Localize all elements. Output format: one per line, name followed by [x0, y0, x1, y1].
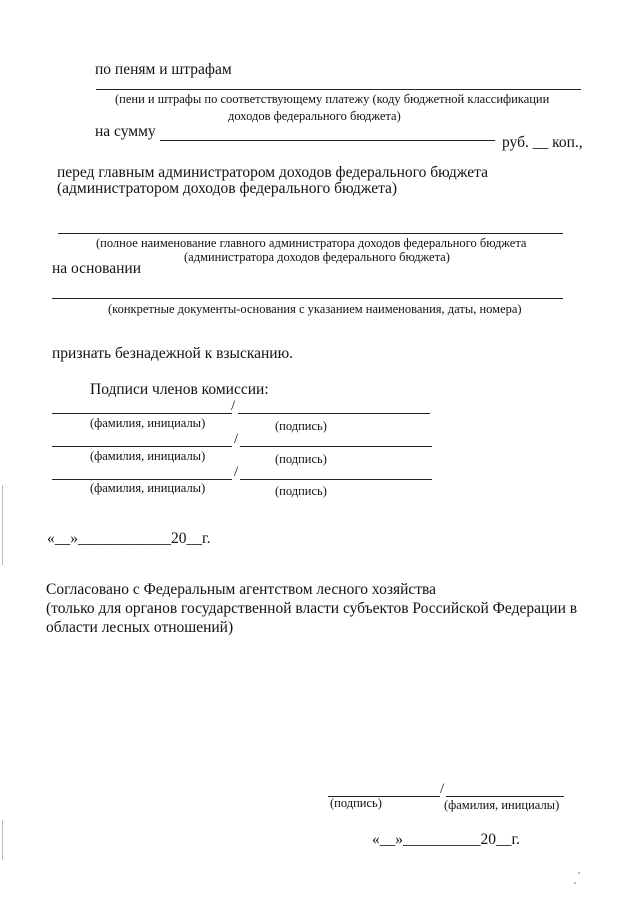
basis-hint: (конкретные документы-основания с указанием наименования, даты, номера) — [108, 302, 522, 316]
basis-label: на основании — [52, 260, 141, 277]
signature-name-line — [52, 446, 232, 447]
signature-sign-hint: (подпись) — [275, 419, 327, 433]
sum-label: на сумму — [95, 123, 156, 140]
hopeless-decision: признать безнадежной к взысканию. — [52, 345, 294, 362]
signature-sign-hint: (подпись) — [275, 452, 327, 466]
agreed-sign-hint: (подпись) — [330, 796, 382, 810]
admin-hint-2: (администратора доходов федерального бюджета) — [184, 250, 450, 264]
penalties-blank-line — [96, 89, 581, 90]
signature-sign-line — [238, 413, 430, 414]
signature-separator: / — [234, 431, 239, 447]
scan-artifact — [2, 820, 3, 860]
signature-separator: / — [234, 464, 239, 480]
admin-line-1: перед главным администратором доходов федерального бюджета — [57, 164, 489, 181]
signature-name-hint: (фамилия, инициалы) — [90, 449, 206, 463]
agreed-name-line — [446, 796, 564, 797]
agreed-line-3: области лесных отношений) — [46, 619, 234, 636]
penalties-label: по пеням и штрафам — [95, 61, 232, 78]
date-field-2: «__»__________20__г. — [372, 831, 520, 848]
signature-name-line — [52, 479, 232, 480]
admin-hint-1: (полное наименование главного администратора доходов федерального бюджета — [96, 236, 527, 250]
scan-artifact — [574, 882, 576, 884]
signature-separator: / — [231, 398, 236, 414]
signature-sign-line — [240, 446, 432, 447]
admin-blank-line — [58, 233, 563, 234]
rub-kop-label: руб. __ коп., — [502, 134, 583, 151]
penalties-hint-1: (пени и штрафы по соответствующему платежу (коду бюджетной классификации — [115, 92, 550, 106]
basis-blank-line — [52, 298, 563, 299]
sum-blank-line — [160, 140, 495, 141]
signature-name-hint: (фамилия, инициалы) — [90, 481, 206, 495]
agreed-name-hint: (фамилия, инициалы) — [444, 798, 560, 812]
signatures-title: Подписи членов комиссии: — [90, 381, 269, 398]
agreed-separator: / — [440, 781, 445, 797]
signature-sign-hint: (подпись) — [275, 484, 327, 498]
admin-line-2: (администратором доходов федерального бюджета) — [57, 180, 398, 197]
signature-name-line — [52, 413, 232, 414]
agreed-line-1: Согласовано с Федеральным агентством лесного хозяйства — [46, 581, 437, 598]
scan-artifact — [578, 872, 580, 874]
penalties-hint-2: доходов федерального бюджета) — [228, 109, 401, 123]
scan-artifact — [2, 485, 3, 565]
signature-name-hint: (фамилия, инициалы) — [90, 416, 206, 430]
agreed-line-2: (только для органов государственной власти субъектов Российской Федерации в — [46, 600, 578, 617]
signature-sign-line — [240, 479, 432, 480]
date-field-1: «__»____________20__г. — [47, 530, 211, 547]
